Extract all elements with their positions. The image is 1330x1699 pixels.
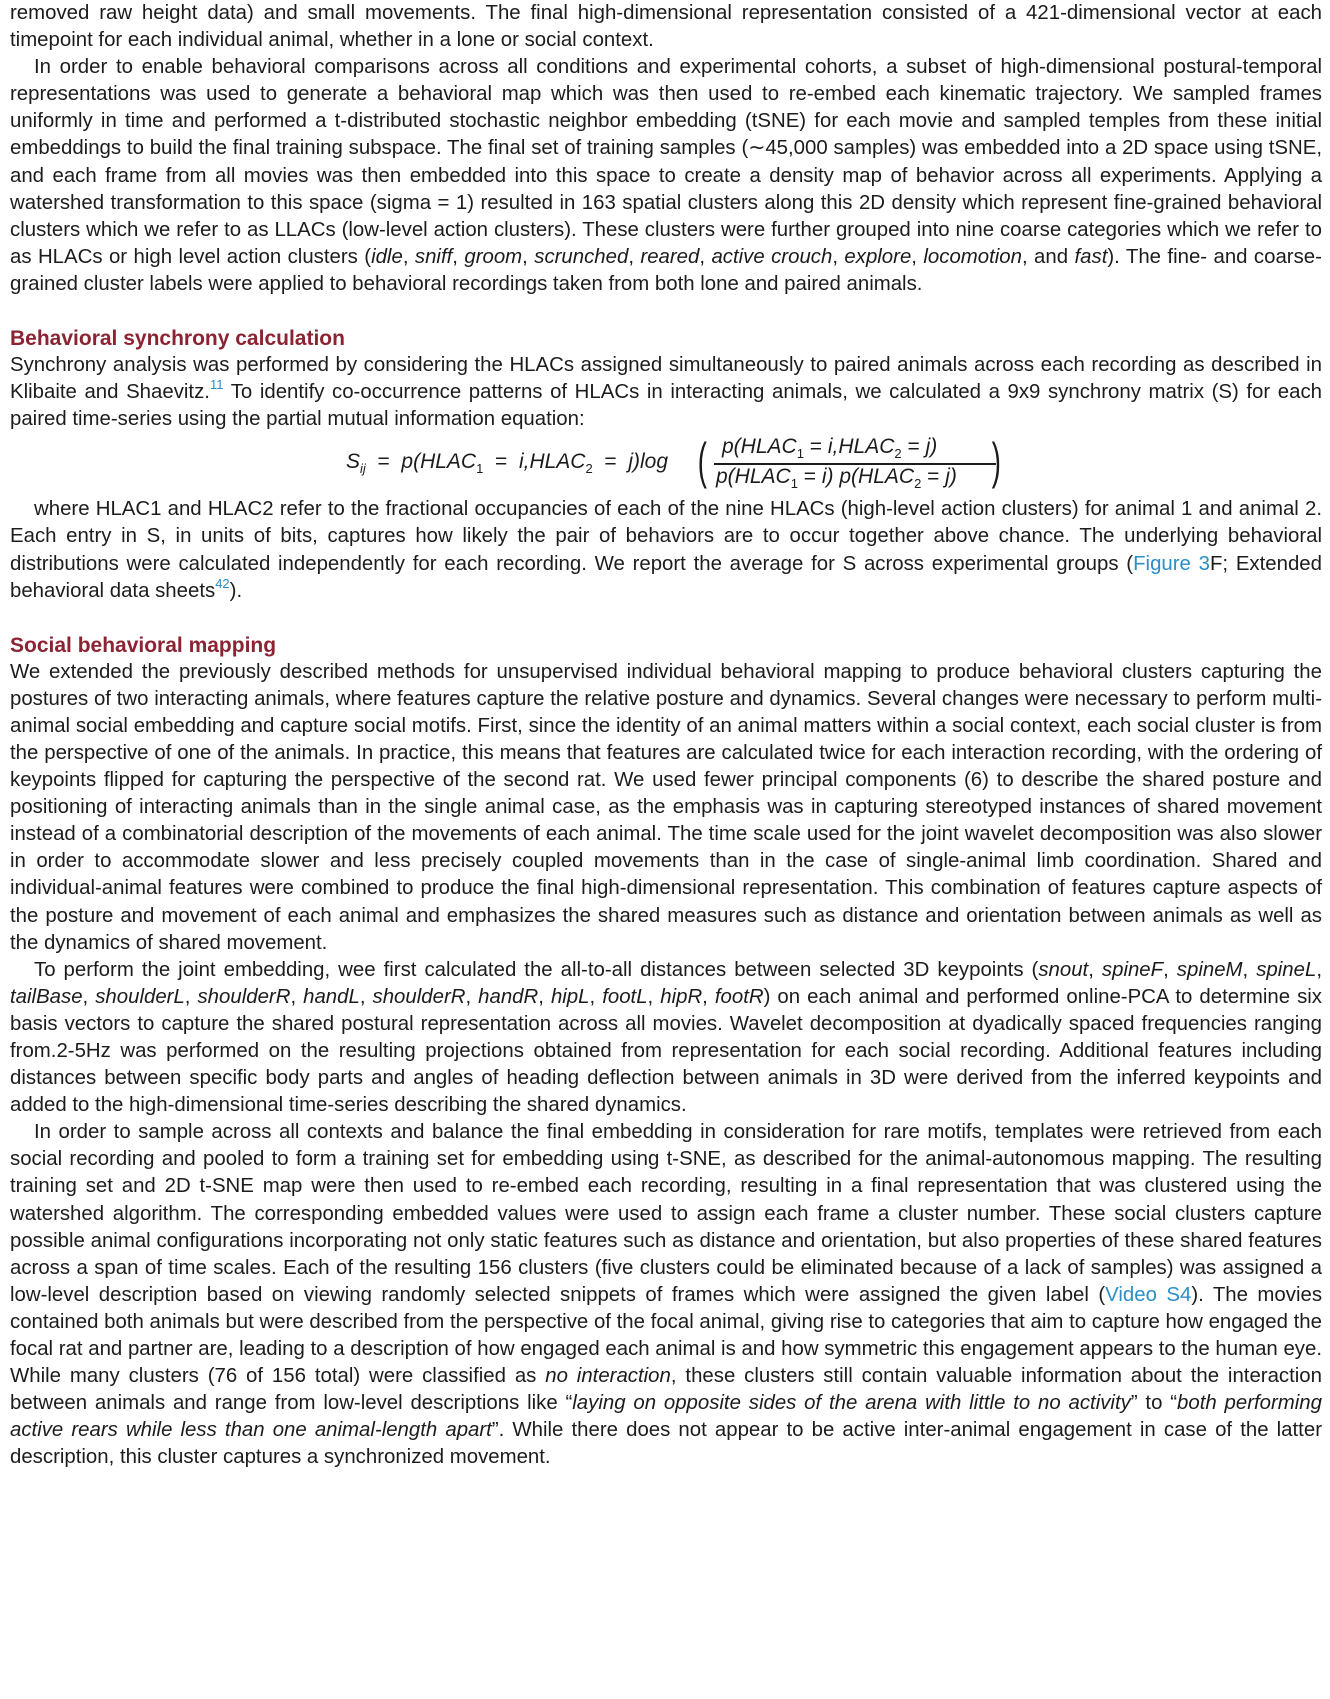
keypoint: hipL (550, 985, 590, 1008)
synchrony-p2-start: where HLAC1 and HLAC2 refer to the fractional occupancies of each of the nine HLACs (high-level action clusters) for animal 1 and animal 2. Each entry in S, in units of bits, captures how likely the pair of behaviors are to occur together above chance. The underlying behavioral distributions were calculated independently for each recording. We report the average for S across experimental groups ( (10, 498, 1322, 575)
hlac-sniff: sniff (414, 245, 453, 268)
equation-left-paren: ( (697, 433, 707, 490)
no-interaction-term: no interaction (545, 1365, 671, 1388)
social-p2-start: To perform the joint embedding, wee first calculated the all-to-all distances between selected 3D keypoints ( (34, 958, 1039, 981)
social-p3-mid1: ). The movies contained both animals but were described from the perspective of the focal animal, giving rise to categories that aim to capture how engaged the focal rat and partner are, leading to a description of how engaged each animal is and how symmetric this engagement appears to the human eye. While many clusters (76 of 156 total) were classified as (10, 1283, 1323, 1388)
equation-right-paren: ) (991, 433, 1001, 490)
video-s4-link[interactable]: Video S4 (1105, 1283, 1192, 1306)
keypoint: shoulderR (372, 985, 466, 1008)
social-paragraph-2: To perform the joint embedding, wee first calculated the all-to-all distances between selected 3D keypoints (snout, spineF, spineM, spineL, tailBase, shoulderL, shoulderR, handL, shoulderR, handR, hipL, footL, hipR, footR) on each animal and performed online-PCA to determine six basis vectors to capture the shared postural representation across all movies. Wavelet decomposition at dyadically spaced frequencies ranging from.2-5Hz was performed on the resulting projections obtained from representation for each social recording. Additional features including distances between specific body parts and angles of heading deflection between animals in 3D were derived from the inferred keypoints and added to the high-dimensional time-series describing the shared dynamics. (10, 958, 1323, 1117)
keypoint: snout (1038, 958, 1089, 981)
keypoint: shoulderR (197, 985, 291, 1008)
hlac-explore: explore (844, 245, 912, 268)
social-p3-mid2: , these clusters still contain valuable information about the interaction between animals and range from low-level descriptions like “ (10, 1365, 1322, 1415)
synchrony-p1-start: Synchrony analysis was performed by considering the HLACs assigned simultaneously to paired animals across each recording as described in Klibaite and Shaevitz. (10, 354, 1322, 404)
synchrony-p1-end: To identify co-occurrence patterns of HLACs in interacting animals, we calculated a 9x9 synchrony matrix (S) for each paired time-series using the partial mutual information equation: (10, 381, 1322, 431)
reference-link-11[interactable]: 11 (209, 377, 224, 393)
quote-description-2: both performing active rears while less than one animal-length apart (10, 1392, 1322, 1442)
equation-denominator: $p(HLAC_1 = i)$ $p(HLAC_2 = j)$ (716, 465, 957, 492)
intro-paragraph-1: removed raw height data) and small movements. The final high-dimensional representation consisted of a 421-dimensional vector at each timepoint for each individual animal, whether in a lone or social context. (10, 2, 1322, 52)
figure-3-link[interactable]: Figure 3 (1133, 552, 1210, 575)
social-p3-start: In order to sample across all contexts and balance the final embedding in consideration for rare motifs, templates were retrieved from each social recording and pooled to form a training set for embedding using t-SNE, as described for the animal-autonomous mapping. The resulting training set and 2D t-SNE map were then used to re-embed each recording, resulting in a final representation that was clustered using the watershed algorithm. The corresponding embedded values were used to assign each frame a cluster number. These social clusters capture possible animal configurations incorporating not only static features such as distance and orientation, but also properties of these shared features across a span of time scales. Each of the resulting 156 clusters (five clusters could be eliminated because of a lack of samples) was assigned a low-level description based on viewing randomly selected snippets of frames which were assigned the given label ( (10, 1121, 1322, 1306)
intro-p2-start: In order to enable behavioral comparisons across all conditions and experimental cohorts, a subset of high-dimensional postural-temporal representations was used to generate a behavioral map which was then used to re-embed each kinematic trajectory. We sampled frames uniformly in time and performed a t-distributed stochastic neighbor embedding (tSNE) for each movie and sampled temples from these initial embeddings to build the final training subspace. The final set of training samples (∼45,000 samples) was embedded into a 2D space using tSNE, and each frame from all movies was then embedded into this space to create a density map of behavior across all experiments. Applying a watershed transformation to this space (sigma = 1) resulted in 163 spatial clusters along this 2D density which represent fine-grained behavioral clusters which we refer to as LLACs (low-level action clusters). These clusters were further grouped into nine coarse categories which we refer to as HLACs or high level action clusters ( (10, 56, 1322, 268)
equation-numerator: $p(HLAC_1$ = $i,HLAC_2 = j$) (722, 435, 938, 462)
keypoint: handL (303, 985, 360, 1008)
social-p3-mid3: ” to “ (1130, 1392, 1178, 1415)
keypoint: shoulderL (95, 985, 185, 1008)
reference-link-42[interactable]: 42 (215, 575, 230, 591)
keypoint: footR (714, 985, 764, 1008)
keypoint: spineL (1256, 958, 1317, 981)
hlac-groom: groom (464, 245, 523, 268)
intro-paragraph-2: In order to enable behavioral comparisons across all conditions and experimental cohorts, a subset of high-dimensional postural-temporal representations was used to generate a behavioral map which was then used to re-embed each kinematic trajectory. We sampled frames uniformly in time and performed a t-distributed stochastic neighbor embedding (tSNE) for each movie and sampled temples from these initial embeddings to build the final training subspace. The final set of training samples (∼45,000 samples) was embedded into a 2D space using tSNE, and each frame from all movies was then embedded into this space to create a density map of behavior across all experiments. Applying a watershed transformation to this space (sigma = 1) resulted in 163 spatial clusters along this 2D density which represent fine-grained behavioral clusters which we refer to as LLACs (low-level action clusters). These clusters were further grouped into nine coarse categories which we refer to as HLACs or high level action clusters (idle, sniff, groom, scrunched, reared, active crouch, explore, locomotion, and fast). The fine- and coarse-grained cluster labels were applied to behavioral recordings taken from both lone and paired animals. (10, 56, 1322, 295)
section-heading-social-mapping: Social behavioral mapping (10, 633, 277, 657)
equation-lhs: $S_{ij}$ = $p(HLAC_1$ = $i,HLAC_2 = j)\log$ (346, 450, 669, 477)
keypoint: spineF (1101, 958, 1164, 981)
hlac-locomotion: locomotion (923, 245, 1022, 268)
synchrony-paragraph-1 (10, 352, 1322, 433)
keypoint: handR (478, 985, 539, 1008)
synchrony-equation (10, 433, 1322, 496)
intro-p2-end: ). The fine- and coarse-grained cluster labels were applied to behavioral recordings taken from both lone and paired animals. (10, 245, 1322, 295)
social-paragraph-3 (10, 1119, 1322, 1471)
hlac-idle: idle (371, 245, 403, 268)
keypoint: footL (602, 985, 648, 1008)
social-p3-end: ”. While there does not appear to be active inter-animal engagement in case of the latter description, this cluster captures a synchronized movement. (10, 1419, 1322, 1469)
synchrony-p2-end: ). (229, 579, 243, 602)
hlac-reared: reared (640, 245, 700, 268)
social-p2-end: ) on each animal and performed online-PCA to determine six basis vectors to capture the shared postural representation across all movies. Wavelet decomposition at dyadically spaced frequencies ranging from.2-5Hz was performed on the resulting projections obtained from representation for each social recording. Additional features including distances between specific body parts and angles of heading deflection between animals in 3D were derived from the inferred keypoints and added to the high-dimensional time-series describing the shared dynamics. (10, 985, 1323, 1117)
keypoint: tailBase (10, 985, 83, 1008)
hlac-active-crouch: active crouch (711, 245, 833, 268)
quote-description-1: laying on opposite sides of the arena with little to no activity (572, 1392, 1131, 1415)
section-heading-synchrony: Behavioral synchrony calculation (10, 327, 345, 351)
keypoint: spineM (1176, 958, 1243, 981)
hlac-scrunched: scrunched (534, 245, 629, 268)
social-paragraph-1: We extended the previously described methods for unsupervised individual behavioral mapping to produce behavioral clusters capturing the postures of two interacting animals, where features capture the relative posture and dynamics. Several changes were necessary to perform multi-animal social embedding and capture social motifs. First, since the identity of an animal matters within a social context, each social cluster is from the perspective of one of the animals. In practice, this means that features are calculated twice for each interaction recording, with the ordering of keypoints flipped for capturing the perspective of the second rat. We used fewer principal components (6) to describe the shared posture and positioning of interacting animals than in the single animal case, as the emphasis was in capturing stereotyped instances of shared movement instead of a combinatorial description of the movements of each animal. The time scale used for the joint wavelet decomposition was also slower in order to accommodate slower and less precisely coupled movements than in the case of single-animal limb coordination. Shared and individual-animal features were combined to produce the final high-dimensional representation. This combination of features capture aspects of the posture and movement of each animal and emphasizes the shared measures such as distance and orientation between animals as well as the dynamics of shared movement. (10, 660, 1322, 954)
synchrony-paragraph-2 (10, 496, 1322, 604)
hlac-fast: fast (1074, 245, 1108, 268)
keypoint: hipR (660, 985, 703, 1008)
synchrony-p2-mid: F; Extended behavioral data sheets (10, 552, 1322, 602)
